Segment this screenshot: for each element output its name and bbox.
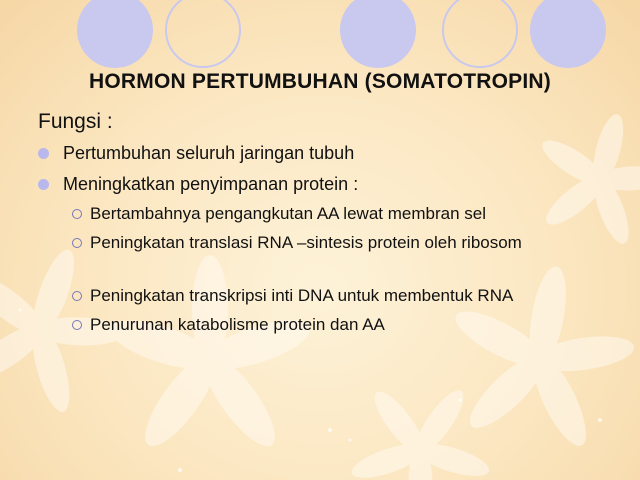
hollow-circle-bullet-icon — [72, 291, 82, 301]
slide-subtitle: Fungsi : — [38, 110, 113, 133]
slide-title: HORMON PERTUMBUHAN (SOMATOTROPIN) — [89, 70, 551, 93]
sub-bullet-text: Peningkatan translasi RNA –sintesis protein oleh ribosom — [90, 233, 522, 252]
hollow-circle-bullet-icon — [72, 320, 82, 330]
filled-circle-bullet-icon — [38, 148, 49, 159]
filled-circle-bullet-icon — [38, 179, 49, 190]
bullet-text: Pertumbuhan seluruh jaringan tubuh — [63, 143, 355, 163]
sub-bullet-text: Penurunan katabolisme protein dan AA — [90, 315, 385, 334]
hollow-circle-bullet-icon — [72, 209, 82, 219]
hollow-circle-bullet-icon — [72, 238, 82, 248]
sub-bullet-text: Bertambahnya pengangkutan AA lewat membran sel — [90, 204, 486, 223]
sub-bullet-text: Peningkatan transkripsi inti DNA untuk membentuk RNA — [90, 286, 514, 305]
bullet-text: Meningkatkan penyimpanan protein : — [63, 174, 359, 194]
